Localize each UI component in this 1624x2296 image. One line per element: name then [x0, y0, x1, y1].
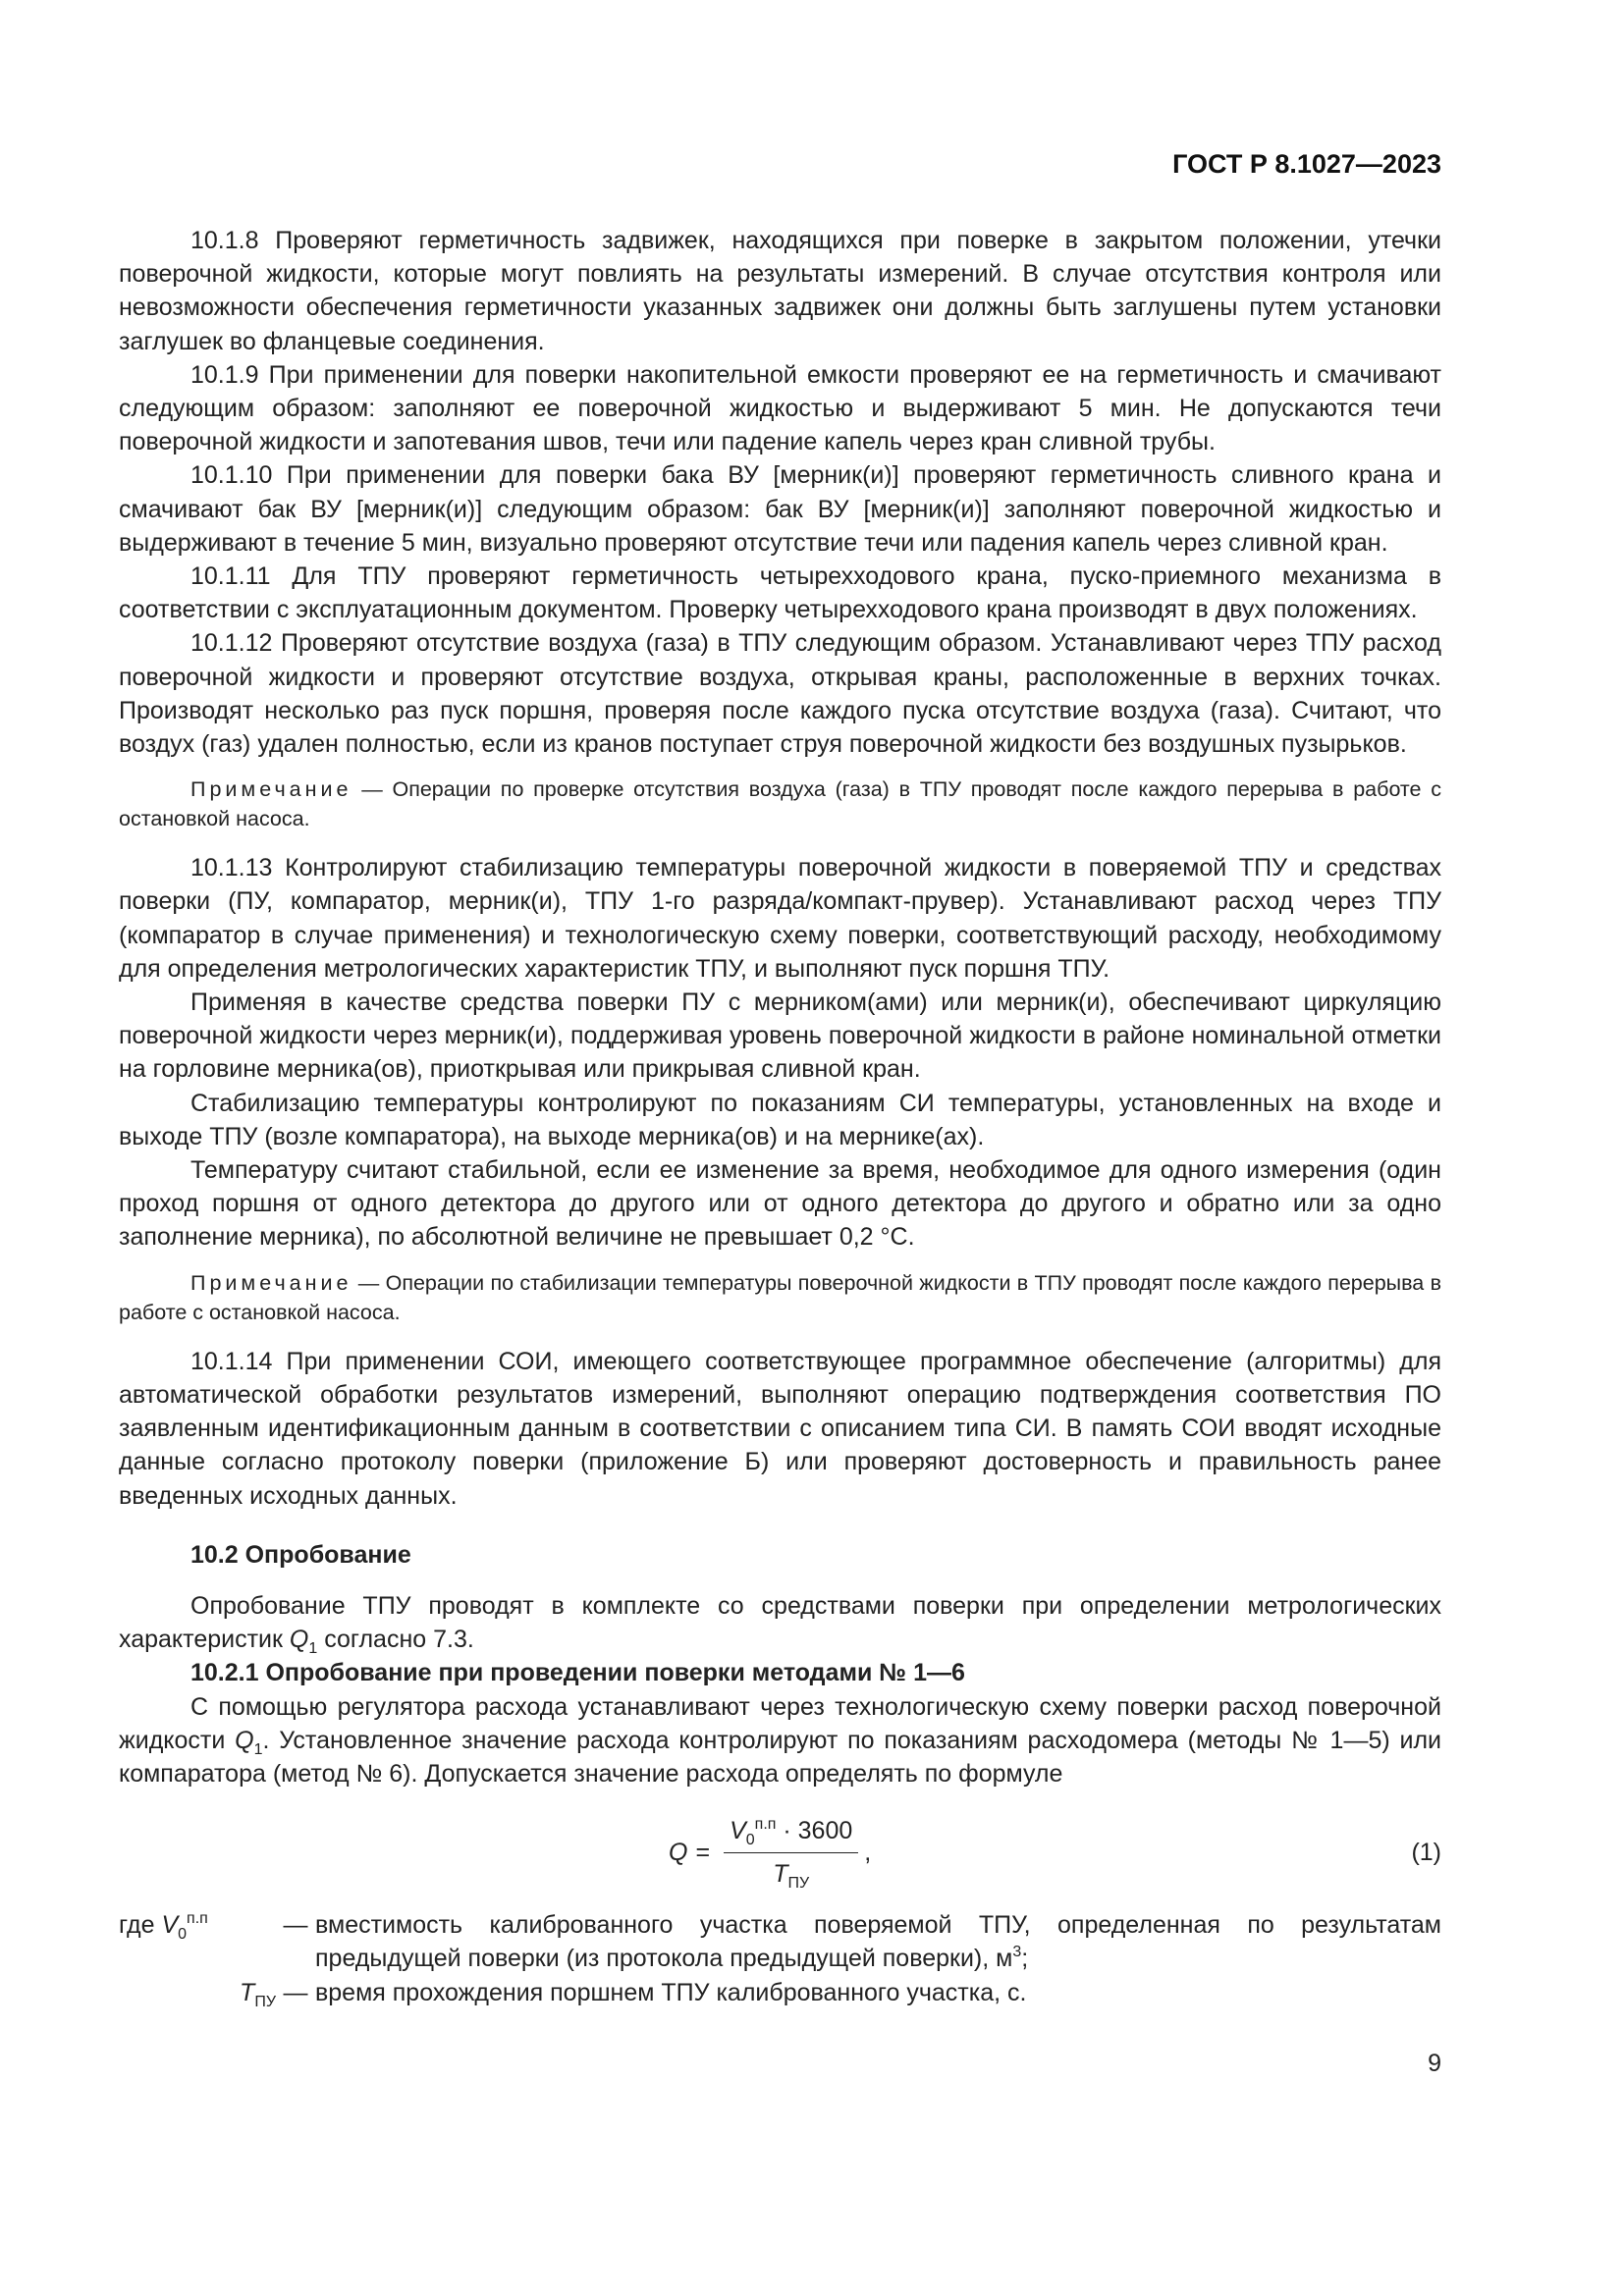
- where-symbol-t: [119, 1976, 276, 2009]
- paragraph-10-1-13-c: Стабилизацию температуры контролируют по показаниям СИ температуры, установленных на входе и выходе ТПУ (возле компаратора), на выходе мерника(ов) и на мернике(ах).: [119, 1089, 1441, 1150]
- formula-lhs: Q: [669, 1839, 688, 1867]
- v-superscript: п.п: [754, 1816, 777, 1834]
- formula-expression: [669, 1808, 871, 1896]
- q-subscript: 1: [308, 1640, 318, 1658]
- v-subscript: 0: [178, 1926, 188, 1944]
- paragraph-10-2-text-b: согласно 7.3.: [317, 1626, 474, 1654]
- q-symbol: Q: [235, 1726, 254, 1754]
- paragraph-10-1-10: 10.1.10 При применении для поверки бака ВУ [мерник(и)] проверяют герметичность сливного крана и смачивают бак ВУ [мерник(и)] следующим образом: бак ВУ [мерник(и)] заполняют поверочной жидкостью и выдерживают в течение 5 мин, визуально проверяют отсутствие течи или падения капель через сливной кран.: [119, 461, 1441, 557]
- paragraph-10-2-1: [119, 1690, 1441, 1791]
- note-1: [119, 774, 1441, 833]
- paragraph-10-1-13-b: Применяя в качестве средства поверки ПУ с мерником(ами) или мерник(и), обеспечивают циркуляцию поверочной жидкости через мерник(и), поддерживая уровень поверочной жидкости в районе номинальной отметки на горловине мерника(ов), приоткрывая или прикрывая сливной кран.: [119, 988, 1441, 1084]
- paragraph-10-2-1-text-b: . Установленное значение расхода контролируют по показаниям расходомера (методы № 1—5) или компаратора (метод № 6). Допускается значение расхода определять по формуле: [119, 1726, 1441, 1788]
- where-dash: —: [283, 1911, 308, 1940]
- equation-number: (1): [1411, 1839, 1441, 1867]
- paragraph-10-2: [119, 1589, 1441, 1656]
- q-symbol: Q: [289, 1626, 309, 1654]
- t-symbol: T: [240, 1978, 255, 2006]
- where-desc-v: [315, 1908, 1441, 1975]
- v-superscript: п.п: [187, 1910, 208, 1928]
- where-lead: где: [119, 1911, 162, 1940]
- where-symbol-v: [119, 1908, 276, 1942]
- formula-denominator: [773, 1853, 809, 1891]
- page-number: 9: [1428, 2050, 1441, 2077]
- cubic-superscript: 3: [1012, 1944, 1022, 1961]
- v-subscript: 0: [745, 1832, 755, 1849]
- paragraph-10-2-1-text-a: С помощью регулятора расхода устанавливают через технологическую схему поверки расход поверочной жидкости: [119, 1692, 1441, 1754]
- q-subscript: 1: [253, 1740, 263, 1758]
- standard-code: ГОСТ Р 8.1027—2023: [1172, 149, 1441, 179]
- paragraph-10-1-13-d: Температуру считают стабильной, если ее изменение за время, необходимое для одного измерения (один проход поршня от одного детектора до другого или от одного детектора до другого и обратно или за одно заполнение мерника), по абсолютной величине не превышает 0,2 °С.: [119, 1156, 1441, 1252]
- note-1-text: — Операции по проверке отсутствия воздуха (газа) в ТПУ проводят после каждого перерыва в работе с остановкой насоса.: [119, 777, 1441, 831]
- paragraph-10-1-9: 10.1.9 При применении для поверки накопительной емкости проверяют ее на герметичность и смачивают следующим образом: заполняют ее поверочной жидкостью и выдерживают 5 мин. Не допускаются течи поверочной жидкости и запотевания швов, течи или падение капель через кран сливной трубы.: [119, 360, 1441, 456]
- section-heading-10-2: 10.2 Опробование: [190, 1540, 411, 1569]
- where-desc-v-end: ;: [1021, 1945, 1029, 1973]
- subsection-heading-10-2-1: 10.2.1 Опробование при проведении поверки методами № 1—6: [190, 1659, 965, 1687]
- numerator-rest: · 3600: [776, 1817, 853, 1845]
- paragraph-10-1-12: 10.1.12 Проверяют отсутствие воздуха (газа) в ТПУ следующим образом. Устанавливают через ТПУ расход поверочной жидкости и проверяют отсутствие воздуха, открывая краны, расположенные в верхних точках. Производят несколько раз пуск поршня, проверяя после каждого пуска отсутствие воздуха (газа). Считают, что воздух (газ) удален полностью, если из кранов поступает струя поверочной жидкости без воздушных пузырьков.: [119, 629, 1441, 759]
- formula-fraction: [724, 1814, 858, 1890]
- note-2-label: Примечание: [190, 1270, 352, 1295]
- paragraph-10-1-8: 10.1.8 Проверяют герметичность задвижек, находящихся при поверке в закрытом положении, утечки поверочной жидкости, которые могут повлиять на результаты измерений. В случае отсутствия контроля или невозможности обеспечения герметичности указанных задвижек они должны быть заглушены путем установки заглушек во фланцевые соединения.: [119, 227, 1441, 355]
- paragraph-10-2-text-a: Опробование ТПУ проводят в комплекте со средствами поверки при определении метрологических характеристик: [119, 1591, 1441, 1654]
- paragraph-10-1-14: 10.1.14 При применении СОИ, имеющего соответствующее программное обеспечение (алгоритмы) для автоматической обработки результатов измерений, выполняют операцию подтверждения соответствия ПО заявленным идентификационным данным в соответствии с описанием типа СИ. В память СОИ вводят исходные данные согласно протоколу поверки (приложение Б) или проверяют достоверность и правильность ранее введенных исходных данных.: [119, 1347, 1441, 1510]
- where-row-v: [119, 1908, 1441, 1975]
- t-subscript: ПУ: [787, 1874, 810, 1892]
- t-symbol: T: [773, 1859, 788, 1888]
- body-text: [119, 224, 1441, 2009]
- note-1-label: Примечание: [190, 777, 352, 802]
- formula-equals: =: [695, 1839, 711, 1867]
- v-symbol: V: [730, 1817, 746, 1845]
- where-row-t: [119, 1976, 1441, 2009]
- where-desc-v-text: вместимость калиброванного участка поверяемой ТПУ, определенная по результатам предыдущей поверки (из протокола предыдущей поверки), м: [315, 1911, 1441, 1973]
- formula-numerator: [724, 1814, 858, 1852]
- paragraph-10-1-11: 10.1.11 Для ТПУ проверяют герметичность четырехходового крана, пуско-приемного механизма в соответствии с эксплуатационным документом. Проверку четырехходового крана производят в двух положениях.: [119, 562, 1441, 624]
- note-2-text: — Операции по стабилизации температуры поверочной жидкости в ТПУ проводят после каждого перерыва в работе с остановкой насоса.: [119, 1270, 1441, 1324]
- formula-trailing-comma: ,: [864, 1839, 872, 1867]
- note-2: [119, 1268, 1441, 1327]
- v-symbol: V: [161, 1911, 179, 1940]
- where-block: [119, 1908, 1441, 2009]
- formula-1: [119, 1808, 1441, 1896]
- paragraph-10-1-13: 10.1.13 Контролируют стабилизацию температуры поверочной жидкости в поверяемой ТПУ и средствах поверки (ПУ, компаратор, мерник(и), ТПУ 1-го разряда/компакт-прувер). Устанавливают расход через ТПУ (компаратор в случае применения) и технологическую схему поверки, соответствующий расходу, необходимому для определения метрологических характеристик ТПУ, и выполняют пуск поршня ТПУ.: [119, 854, 1441, 983]
- t-subscript: ПУ: [254, 1993, 276, 2010]
- where-dash: —: [283, 1978, 308, 2006]
- where-desc-t: время прохождения поршнем ТПУ калиброванного участка, с.: [315, 1978, 1027, 2006]
